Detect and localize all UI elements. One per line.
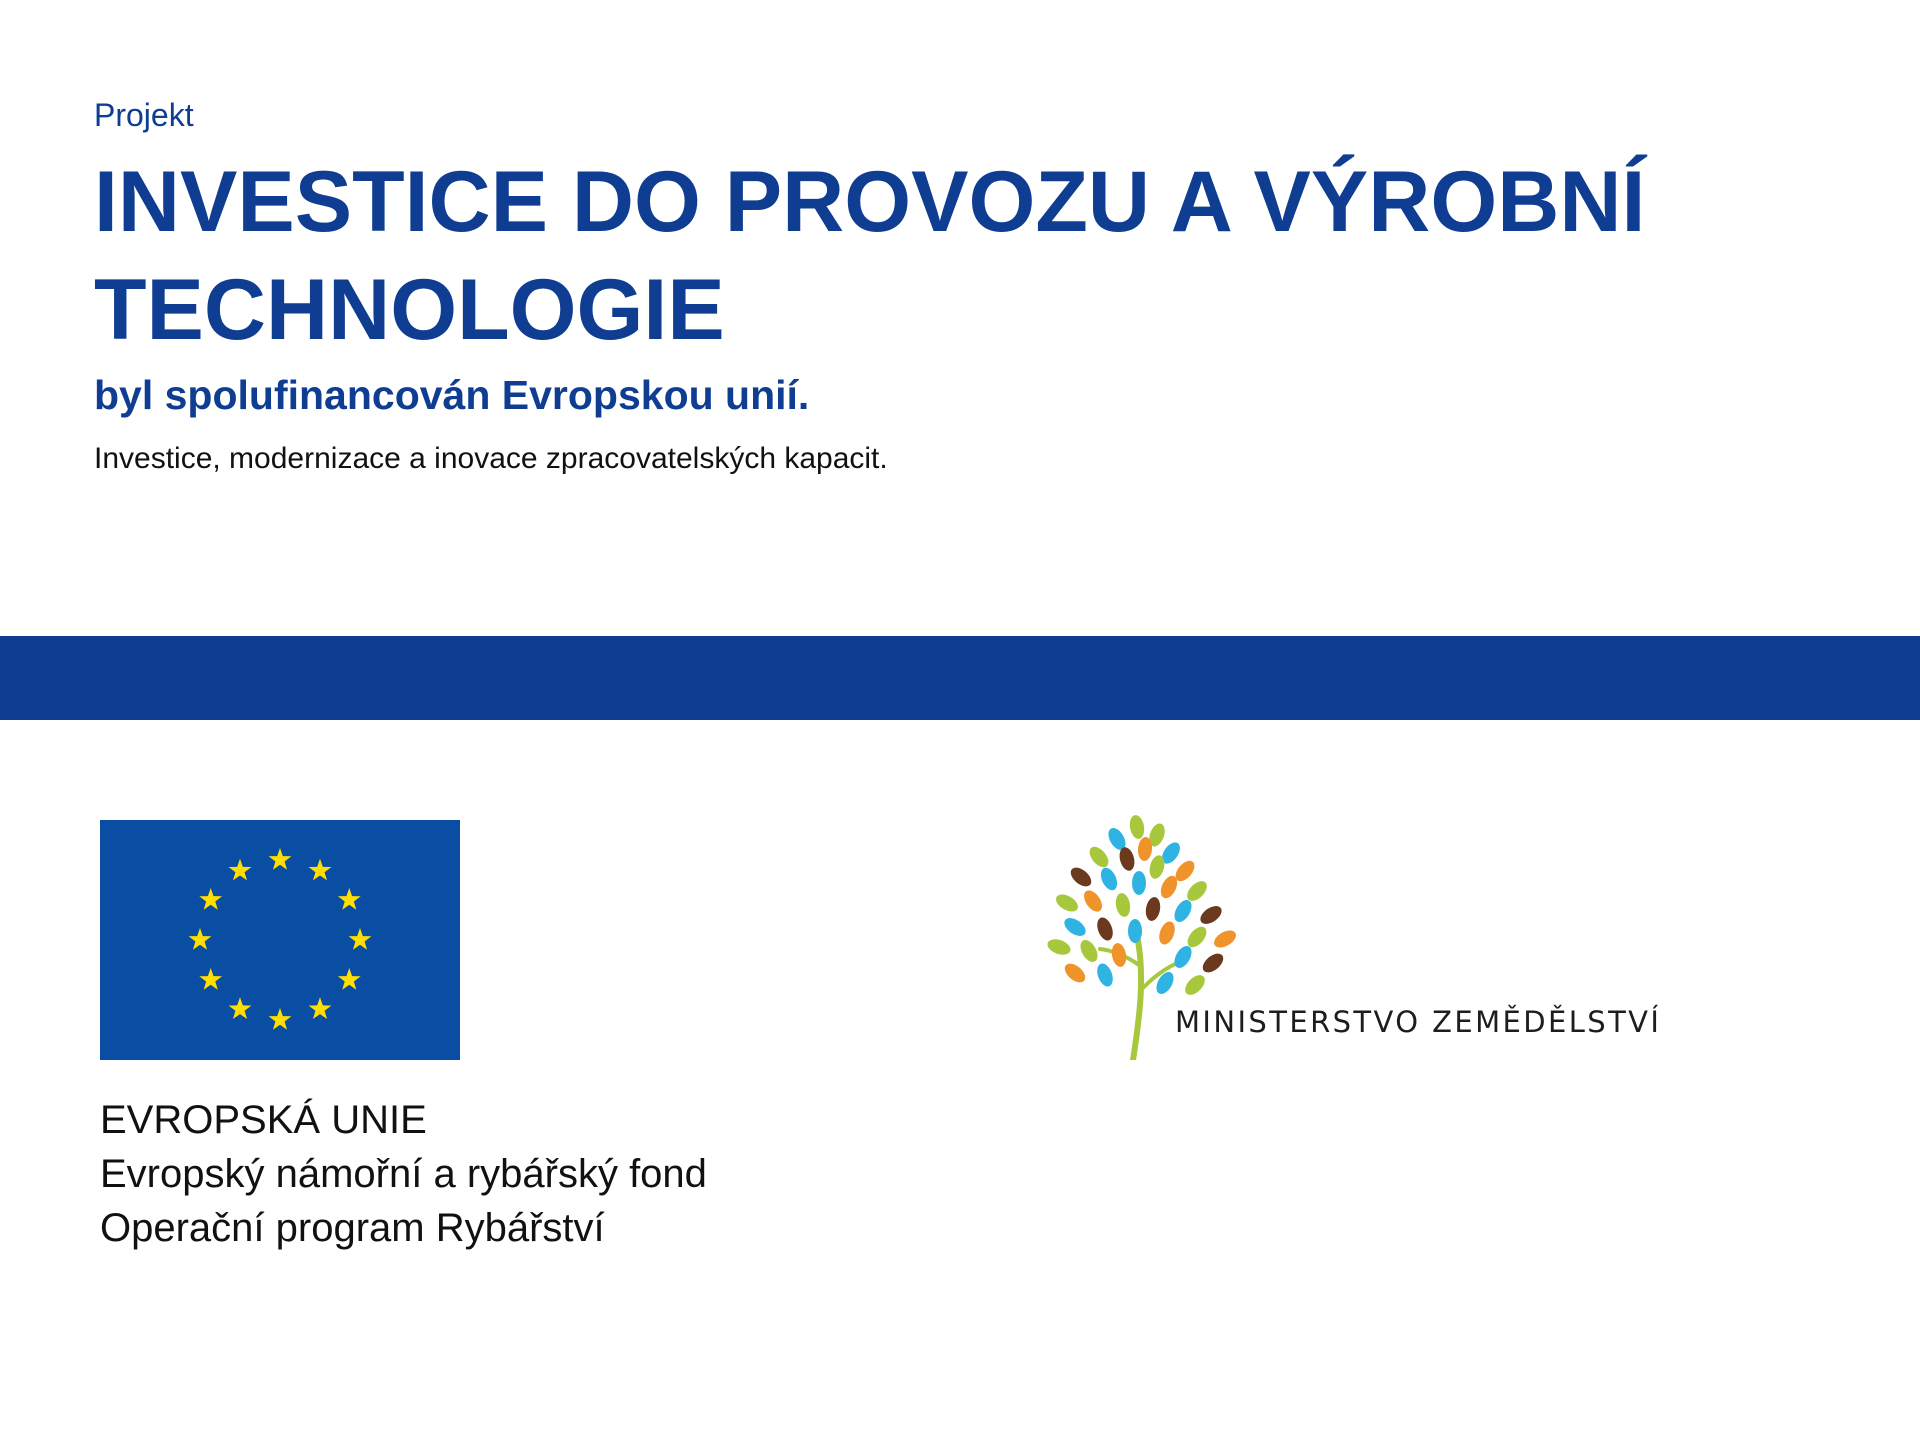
leaf-icon	[1098, 865, 1121, 893]
leaf-icon	[1086, 843, 1112, 870]
leaf-icon	[1110, 942, 1128, 968]
project-title-line-2: TECHNOLOGIE	[94, 262, 725, 358]
eu-fund-text	[100, 1093, 707, 1255]
fund-name: Evropský námořní a rybářský fond	[100, 1152, 707, 1196]
leaf-icon	[1199, 950, 1226, 976]
leaf-icon	[1132, 871, 1146, 895]
leaf-icon	[1211, 927, 1239, 951]
leaf-icon	[1061, 960, 1088, 986]
leaf-icon	[1197, 902, 1225, 927]
leaf-icon	[1094, 915, 1115, 942]
leaf-icon	[1156, 919, 1177, 946]
eu-name: EVROPSKÁ UNIE	[100, 1098, 427, 1142]
leaf-icon	[1053, 891, 1081, 915]
leaf-icon	[1171, 897, 1195, 925]
leaf-icon	[1171, 943, 1195, 971]
leaf-icon	[1080, 887, 1105, 915]
leaf-icon	[1094, 961, 1115, 988]
leaf-icon	[1077, 937, 1101, 965]
project-label: Projekt	[94, 97, 194, 133]
cofinancing-statement: byl spolufinancován Evropskou unií.	[94, 372, 810, 418]
leaf-icon	[1128, 815, 1146, 840]
blue-divider-band	[0, 636, 1920, 720]
ministry-name: MINISTERSTVO ZEMĚDĚLSTVÍ	[1175, 1005, 1662, 1039]
programme-name: Operační program Rybářství	[100, 1206, 605, 1250]
project-title-line-1: INVESTICE DO PROVOZU A VÝROBNÍ	[94, 154, 1646, 250]
project-description: Investice, modernizace a inovace zpracovatelských kapacit.	[94, 442, 888, 475]
leaf-icon	[1045, 936, 1072, 957]
leaf-icon	[1114, 892, 1132, 918]
leaf-icon	[1061, 914, 1089, 939]
eu-flag-icon	[100, 820, 460, 1060]
leaf-icon	[1128, 919, 1142, 943]
leaf-icon	[1182, 972, 1209, 999]
project-title	[94, 148, 1794, 364]
leaf-icon	[1067, 864, 1094, 890]
leaf-icon	[1144, 896, 1162, 922]
